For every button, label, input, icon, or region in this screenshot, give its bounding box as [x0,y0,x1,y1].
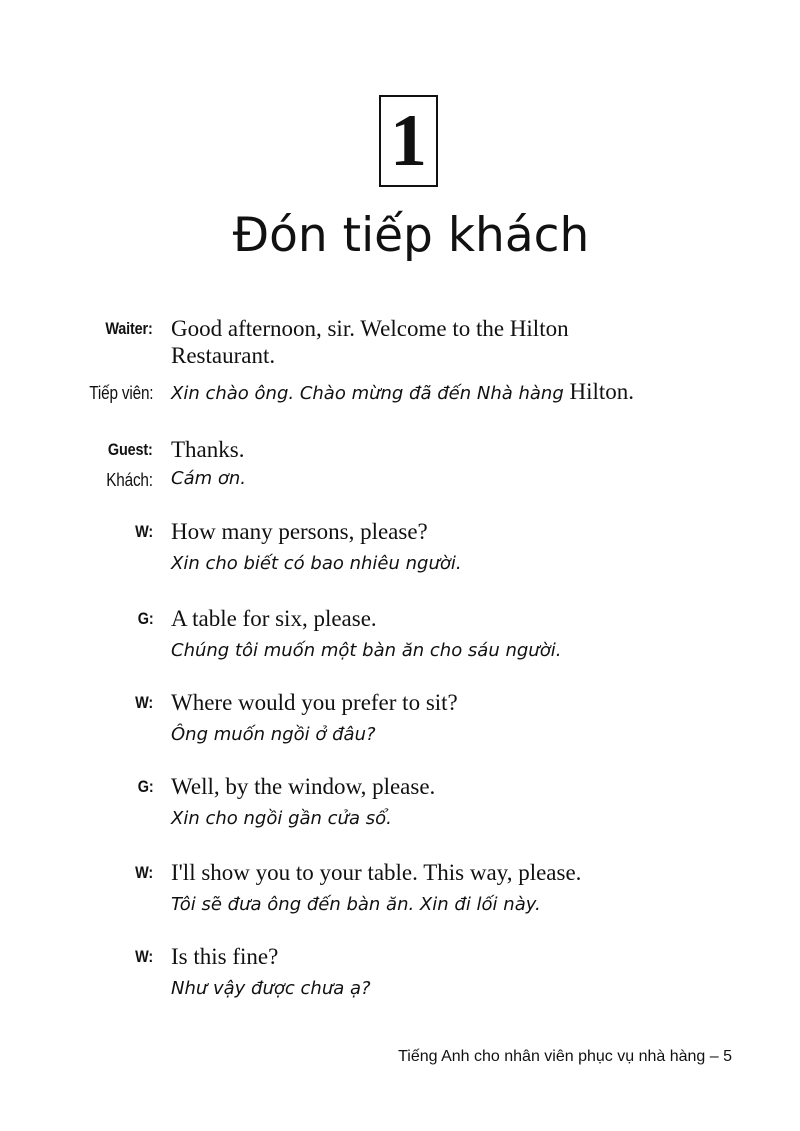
english-text: Good afternoon, sir. Welcome to the Hilton [171,316,569,341]
vietnamese-text: Ông muốn ngồi ở đâu? [171,724,376,745]
english-text: Is this fine? [171,944,279,969]
speaker-label: G: [137,609,153,628]
vietnamese-text: Tôi sẽ đưa ông đến bàn ăn. Xin đi lối này. [171,894,541,915]
vietnamese-text-tail: Hilton. [563,379,635,404]
english-text: Restaurant. [171,343,276,368]
vietnamese-text: Xin cho biết có bao nhiêu người. [171,553,462,574]
speaker-label-vi: Khách: [106,470,153,490]
vietnamese-text: Cám ơn. [171,468,246,489]
vietnamese-text: Chúng tôi muốn một bàn ăn cho sáu người. [171,640,562,661]
vietnamese-text: Như vậy được chưa ạ? [171,978,371,999]
speaker-label: W: [135,947,153,966]
speaker-label: W: [135,863,153,882]
speaker-label: Waiter: [105,319,153,338]
speaker-label: Guest: [108,440,153,459]
english-text: I'll show you to your table. This way, please. [171,860,582,885]
speaker-label: W: [135,522,153,541]
english-text: A table for six, please. [171,606,377,631]
speaker-label-vi: Tiếp viên: [88,383,153,403]
chapter-number-box [379,95,438,187]
page-footer: Tiếng Anh cho nhân viên phục vụ nhà hàng – 5 [398,1048,732,1065]
chapter-number: 1 [390,100,427,182]
english-text: Well, by the window, please. [171,774,436,799]
speaker-label: G: [137,777,153,796]
vietnamese-text: Xin cho ngồi gần cửa sổ. [171,808,392,829]
speaker-label: W: [135,693,153,712]
english-text: Where would you prefer to sit? [171,690,458,715]
english-text: Thanks. [171,437,245,462]
english-text: How many persons, please? [171,519,428,544]
vietnamese-text: Xin chào ông. Chào mừng đã đến Nhà hàng Hilton. [171,379,635,404]
chapter-title: Đón tiếp khách [232,208,590,263]
